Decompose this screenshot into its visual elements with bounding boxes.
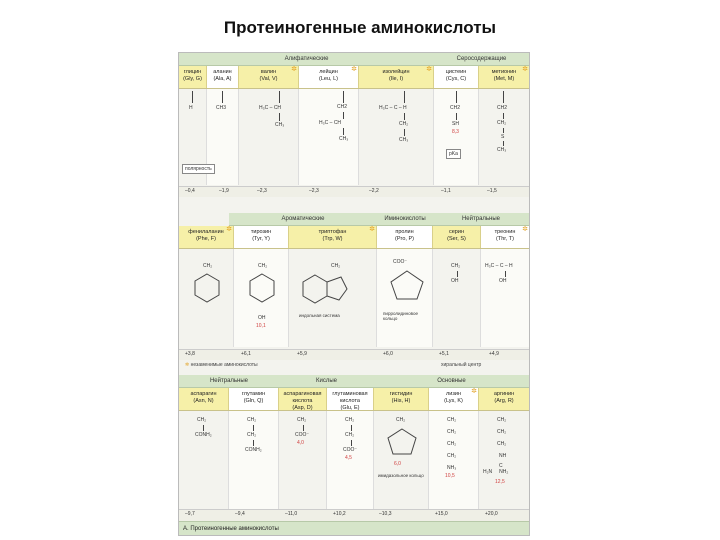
section3-structures: CH₂ CONH₂ CH₂ CH₂ CONH₂ CH₂ COO⁻ 4,0 CH₂ CH₂ COO⁻ 4,5 CH₂ 6,0 имидазольное кольцо CH₂ CH₂ CH₂ CH₂ NH₃ 10,5 CH₂ CH₂ CH₂ NH C H₂N NH₂ 12,5 — [179, 411, 529, 515]
acid-header-ala: аланин (Ala, A) — [207, 66, 239, 88]
acid-header-ile: ✲ изолейцин (Ile, I) — [359, 66, 434, 88]
group-aromatic: Ароматические — [229, 213, 377, 226]
section2-structures: CH₂ CH₂ OH 10,1 CH₂ индольная система COO⁻ пирролидиновое кольцо CH₂ OH H₃C – C – H OH — [179, 249, 529, 347]
acid-header-ser: серин (Ser, S) — [433, 226, 481, 248]
acid-header-asn: аспарагин (Asn, N) — [179, 388, 229, 410]
group-acidic: Кислые — [279, 375, 374, 388]
group-aliphatic: Алифатические — [179, 53, 434, 66]
acid-header-gly: глицин (Gly, G) — [179, 66, 207, 88]
acid-header-tyr: тирозин (Tyr, Y) — [234, 226, 289, 248]
group-basic: Основные — [374, 375, 529, 388]
section2-header-row — [179, 226, 529, 249]
acid-header-thr: ✲ треонин (Thr, T) — [481, 226, 529, 248]
essential-star-icon: ✲ — [426, 66, 432, 73]
acid-header-lys: ✲ лизин (Lys, K) — [429, 388, 479, 410]
acid-header-asp: аспарагиновая кислота (Asp, D) — [279, 388, 327, 410]
lys-pka-value: 10,5 — [445, 473, 455, 479]
essential-star-icon: ✲ — [185, 362, 190, 368]
group-sulfur: Серосодержащие — [434, 53, 529, 66]
pk-label: pKa — [446, 149, 461, 159]
acid-header-arg: аргинин (Arg, R) — [493, 391, 515, 404]
acid-header-cys: цистеин (Cys, C) — [434, 66, 479, 88]
side-chain: H — [189, 105, 193, 111]
group-neutral-1: Нейтральные — [433, 213, 529, 226]
essential-star-icon: ✲ — [522, 226, 528, 233]
group-neutral-2: Нейтральные — [179, 375, 279, 388]
acid-header-his: гистидин (His, H) — [374, 388, 429, 410]
tyr-pka-value: 10,1 — [256, 323, 266, 329]
amino-acid-table — [178, 52, 530, 536]
essential-star-icon: ✲ — [522, 66, 528, 73]
section3-pka-row: –9,7 –9,4 –11,0 +10,2 –10,3 +15,0 +20,0 — [179, 509, 529, 522]
essential-star-icon: ✲ — [369, 226, 375, 233]
glu-pka-value: 4,5 — [345, 455, 352, 461]
page-title: Протеиногенные аминокислоты — [223, 18, 497, 37]
benzene-ring-icon — [193, 273, 221, 303]
essential-star-icon: ✲ — [351, 66, 357, 73]
essential-star-icon: ✲ — [471, 388, 477, 395]
section2-pka-row: +3,8 +6,1 +5,9 +6,0 +5,1 +4,9 — [179, 349, 529, 360]
acid-header-val: ✲ валин (Val, V) — [239, 66, 299, 88]
legend-chiral: хиральный центр — [441, 362, 482, 368]
acid-header-glu: глутаминовая кислота (Glu, E) — [327, 388, 374, 410]
acid-header-pro: пролин (Pro, P) — [377, 226, 433, 248]
acid-header-phe: ✲ фенилаланин (Phe, F) — [179, 226, 234, 248]
imidazole-ring-icon — [384, 427, 420, 457]
essential-star-icon: ✲ — [226, 226, 232, 233]
acid-header-gln: глутамин (Gln, Q) — [229, 388, 279, 410]
asp-pka-value: 4,0 — [297, 440, 304, 446]
his-pka-value: 6,0 — [394, 461, 401, 467]
group-imino: Иминокислоты — [377, 213, 433, 226]
side-chain: CH3 — [216, 105, 227, 111]
legend-essential: ✲ незаменимые аминокислоты — [185, 362, 258, 368]
polarity-label: полярность — [182, 164, 215, 174]
section1-pka-row: –0,4 –1,9 –2,3 –2,3 –2,2 –1,1 –1,5 — [179, 186, 529, 197]
indole-ring-icon — [301, 273, 361, 307]
section1-header-row — [179, 66, 529, 89]
section1-structures: H CH3 H₃C – CH CH₃ CH2 H₃C – CH CH₃ H₃C – C – H CH₂ CH₃ CH2 SH 8,3 pKa CH2 CH₂ S CH₃ — [179, 89, 529, 185]
cys-pka-value: 8,3 — [452, 129, 459, 135]
acid-header-trp: ✲ триптофан (Trp, W) — [289, 226, 377, 248]
essential-star-icon: ✲ — [291, 66, 297, 73]
arg-pka-value: 12,5 — [495, 479, 505, 485]
section3-header-row — [179, 388, 529, 411]
phenol-ring-icon — [248, 273, 276, 303]
acid-header-met: ✲ метионин (Met, M) — [491, 66, 528, 82]
pyrrolidine-ring-icon — [387, 269, 427, 301]
figure-caption: А. Протеиногенные аминокислоты — [179, 521, 529, 535]
acid-header-leu: ✲ лейцин (Leu, L) — [299, 66, 359, 88]
